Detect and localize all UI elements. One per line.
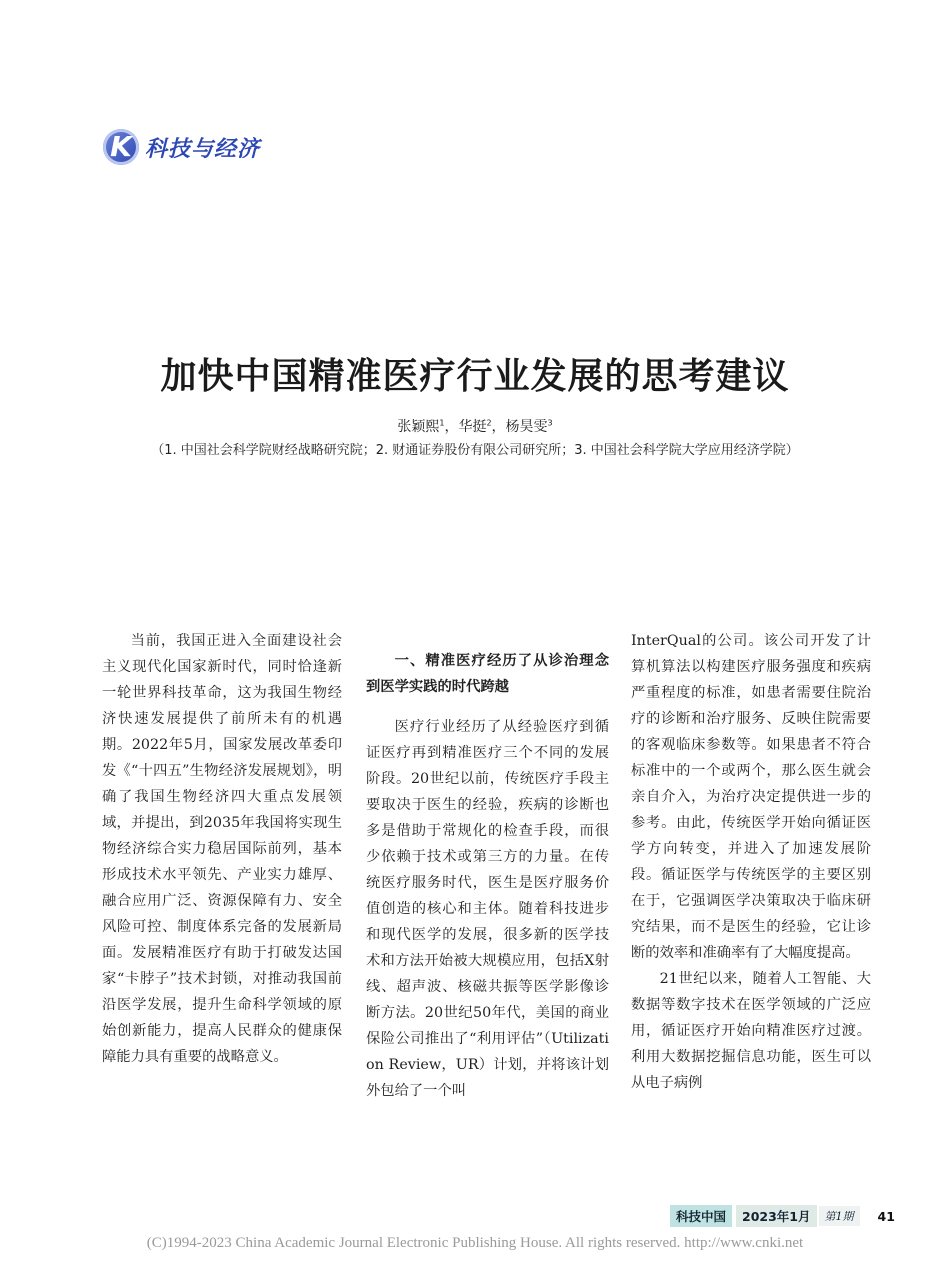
- author-name: 杨昊雯: [505, 419, 548, 435]
- author-mark: 2: [486, 418, 492, 428]
- section-heading: 一、精准医疗经历了从诊治理念到医学实践的时代跨越: [366, 653, 609, 695]
- author-name: 张颖熙: [397, 419, 440, 435]
- author-mark: 3: [547, 418, 553, 428]
- body-paragraph: 当前，我国正进入全面建设社会主义现代化国家新时代，同时恰逢新一轮世界科技革命，这为我国生物经济快速发展提供了前所未有的机遇期。2022年5月，国家发展改革委印发《“十四五”生物经济发展规划》，明确了我国生物经济四大重点发展领域，并提出，到2035年我国将实现生物经济综合实力稳居国际前列，基本形成技术水平领先、产业实力雄厚、融合应用广泛、资源保障有力、安全风险可控、制度体系完备的发展新局面。发展精准医疗有助于打破发达国家“卡脖子”技术封锁，对推动我国前沿医学发展，提升生命科学领域的原始创新能力，提高人民群众的健康保障能力具有重要的战略意义。: [102, 633, 342, 1065]
- body-paragraph: 21世纪以来，随着人工智能、大数据等数字技术在医学领域的广泛应用，循证医疗开始向精准医疗过渡。利用大数据挖掘信息功能，医生可以从电子病例: [631, 971, 871, 1091]
- page-number: 41: [877, 1208, 895, 1224]
- text-column-3: [631, 628, 871, 1188]
- author-mark: 1: [439, 418, 445, 428]
- article-title: 加快中国精准医疗行业发展的思考建议: [160, 356, 790, 397]
- page-footer: [670, 1205, 895, 1227]
- journal-name: 科技中国: [670, 1205, 732, 1227]
- text-column-2: [366, 628, 609, 1188]
- body-paragraph: InterQual的公司。该公司开发了计算机算法以构建医疗服务强度和疾病严重程度的标准，如患者需要住院治疗的诊断和治疗服务、反映住院需要的客观临床参数等。如果患者不符合标准中的一个或两个，那么医生就会亲自介入，为治疗决定提供进一步的参考。由此，传统医学开始向循证医学方向转变，并进入了加速发展阶段。循证医学与传统医学的主要区别在于，它强调医学决策取决于临床研究结果，而不是医生的经验，它让诊断的效率和准确率有了大幅度提高。: [631, 633, 871, 961]
- issue-date: 2023年1月: [736, 1205, 817, 1227]
- k-logo-icon: K: [103, 129, 139, 165]
- section-logo: [103, 129, 260, 165]
- body-paragraph: 医疗行业经历了从经验医疗到循证医疗再到精准医疗三个不同的发展阶段。20世纪以前，传统医疗手段主要取决于医生的经验，疾病的诊断也多是借助于常规化的检查手段，而很少依赖于技术或第三方的力量。在传统医疗服务时代，医生是医疗服务价值创造的核心和主体。随着科技进步和现代医学的发展，很多新的医学技术和方法开始被大规模应用，包括X射线、超声波、核磁共振等医学影像诊断方法。20世纪50年代，美国的商业保险公司推出了“利用评估”（Utilization Review，UR）计划，并将该计划外包给了一个叫: [366, 719, 609, 1099]
- affiliations: （1. 中国社会科学院财经战略研究院；2. 财通证券股份有限公司研究所；3. 中国社会科学院大学应用经济学院）: [151, 443, 799, 458]
- section-name: 科技与经济: [145, 136, 261, 162]
- author-line: 张颖熙$^1$，华挺$^2$，杨昊雯$^3$: [397, 418, 553, 435]
- author-name: 华挺: [458, 419, 487, 435]
- copyright-notice: (C)1994-2023 China Academic Journal Electronic Publishing House. All rights reserved. http://www.cnki.net: [146, 1235, 804, 1251]
- issue-number: 第1期: [819, 1206, 860, 1226]
- text-column-1: [102, 628, 342, 1188]
